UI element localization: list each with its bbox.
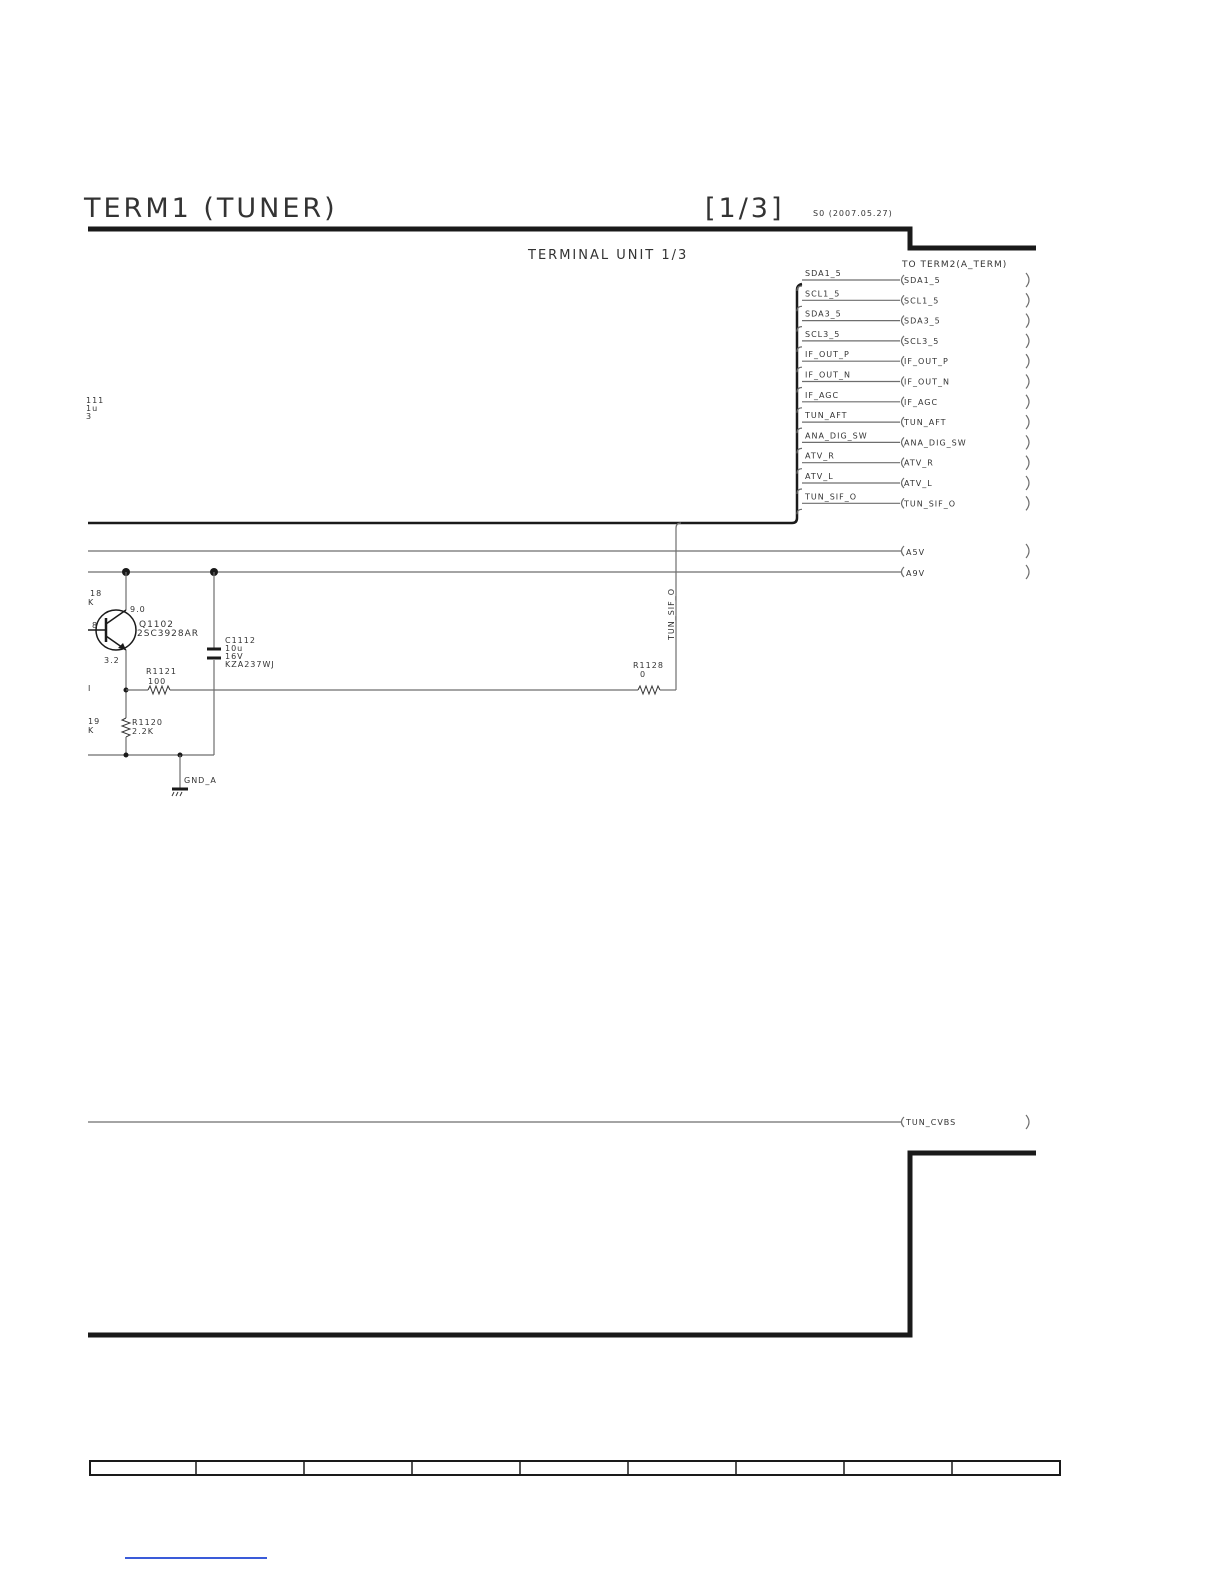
sheet-grid-strip <box>90 1461 1060 1475</box>
signal-port-label: SCL1_5 <box>904 296 940 306</box>
sheet-title: TERM1 (TUNER) <box>84 193 338 224</box>
connector-bracket <box>1026 415 1029 429</box>
signal-port-label: SCL3_5 <box>904 336 940 346</box>
tun-sif-o-vertical-net <box>676 523 681 690</box>
unit-label: TERMINAL UNIT 1/3 <box>528 248 689 263</box>
signal-net-label: IF_OUT_N <box>805 370 851 380</box>
r1120-ref: R1120 <box>132 718 163 727</box>
signal-port-label: ATV_L <box>904 479 933 488</box>
c1112-part: KZA237WJ <box>225 660 275 669</box>
signal-rows <box>797 269 1029 514</box>
r1121-ref: R1121 <box>146 667 177 676</box>
a9v-port-symbol <box>902 567 905 577</box>
signal-net-label: IF_OUT_P <box>805 350 850 360</box>
tun-cvbs-port-label: TUN_CVBS <box>906 1118 957 1127</box>
connector-bracket <box>1026 395 1029 409</box>
page-link-underline[interactable] <box>125 1557 267 1559</box>
connector-bracket <box>1026 496 1029 510</box>
signal-net-label: TUN_SIF_O <box>805 492 858 502</box>
connector-bracket <box>1026 476 1029 490</box>
clipped-value: 1u <box>86 404 99 413</box>
clipped-value: 3 <box>86 412 93 421</box>
clipped-value: I <box>88 684 92 693</box>
resistor-r1121 <box>148 686 170 694</box>
q1102-ref: Q1102 <box>139 620 174 630</box>
signal-net-label: ATV_R <box>805 451 835 461</box>
signal-net-label: SCL3_5 <box>805 329 841 339</box>
a9v-connector-bracket <box>1026 565 1029 579</box>
signal-port-label: ANA_DIG_SW <box>904 438 967 448</box>
r1128-value: 0 <box>640 670 647 679</box>
connector-title: TO TERM2(A_TERM) <box>902 260 1008 270</box>
junction-dot <box>124 753 129 758</box>
c1112-voltage: 16V <box>225 652 244 661</box>
bus-boundary <box>88 284 802 523</box>
connector-bracket <box>1026 314 1029 328</box>
connector-bracket <box>1026 456 1029 470</box>
connector-bracket <box>1026 273 1029 287</box>
tun-cvbs-port-symbol <box>902 1117 905 1127</box>
signal-port-label: IF_OUT_P <box>904 357 949 367</box>
a5v-port-symbol <box>902 546 905 556</box>
capacitor-c1112 <box>207 649 221 658</box>
tun-cvbs-connector-bracket <box>1026 1115 1029 1129</box>
signal-net-label: SDA1_5 <box>805 269 842 278</box>
signal-port-label: ATV_R <box>904 458 934 468</box>
signal-net-label: TUN_AFT <box>805 411 848 421</box>
tun-sif-o-net-label: TUN_SIF_O <box>667 587 676 640</box>
signal-net-label: ATV_L <box>805 472 834 481</box>
resistor-r1120 <box>122 718 130 737</box>
signal-port-label: SDA3_5 <box>904 316 941 326</box>
a5v-connector-bracket <box>1026 544 1029 558</box>
connector-bracket <box>1026 334 1029 348</box>
signal-port-label: IF_OUT_N <box>904 377 950 387</box>
signal-net-label: SDA3_5 <box>805 309 842 319</box>
signal-net-label: ANA_DIG_SW <box>805 431 868 441</box>
clipped-ref: 111 <box>86 396 105 405</box>
q1102-collector-voltage: 9.0 <box>130 605 146 614</box>
revision-label: S0 (2007.05.27) <box>813 209 893 218</box>
signal-net-label: IF_AGC <box>805 390 840 400</box>
clipped-ref: 18 <box>90 589 103 598</box>
connector-bracket <box>1026 435 1029 449</box>
ground-label: GND_A <box>184 776 217 785</box>
signal-port-label: IF_AGC <box>904 397 939 407</box>
r1128-ref: R1128 <box>633 661 664 670</box>
q1102-part: 2SC3928AR <box>137 629 200 639</box>
signal-port-label: SDA1_5 <box>904 276 941 285</box>
signal-net-label: SCL1_5 <box>805 289 841 299</box>
resistor-r1128 <box>638 686 660 694</box>
clipped-value: K <box>88 726 95 735</box>
c1112-ref: C1112 <box>225 636 256 645</box>
signal-port-label: TUN_AFT <box>904 418 947 428</box>
r1120-value: 2.2K <box>132 727 154 736</box>
clipped-ref: 19 <box>88 717 101 726</box>
transistor-q1102 <box>88 610 136 650</box>
ground-icon <box>172 789 188 796</box>
clipped-value: K <box>88 598 95 607</box>
clipped-voltage: 8 <box>92 621 99 630</box>
connector-bracket <box>1026 375 1029 389</box>
a5v-port-label: A5V <box>906 548 926 557</box>
frame-top <box>88 229 1036 248</box>
connector-bracket <box>1026 354 1029 368</box>
frame-bottom <box>88 1153 1036 1335</box>
r1121-value: 100 <box>148 677 167 686</box>
q1102-emitter-voltage: 3.2 <box>104 656 120 665</box>
sheet-page-number: [1/3] <box>705 193 785 224</box>
connector-bracket <box>1026 293 1029 307</box>
a9v-port-label: A9V <box>906 569 926 578</box>
signal-port-label: TUN_SIF_O <box>904 499 957 509</box>
c1112-value: 10u <box>225 644 244 653</box>
